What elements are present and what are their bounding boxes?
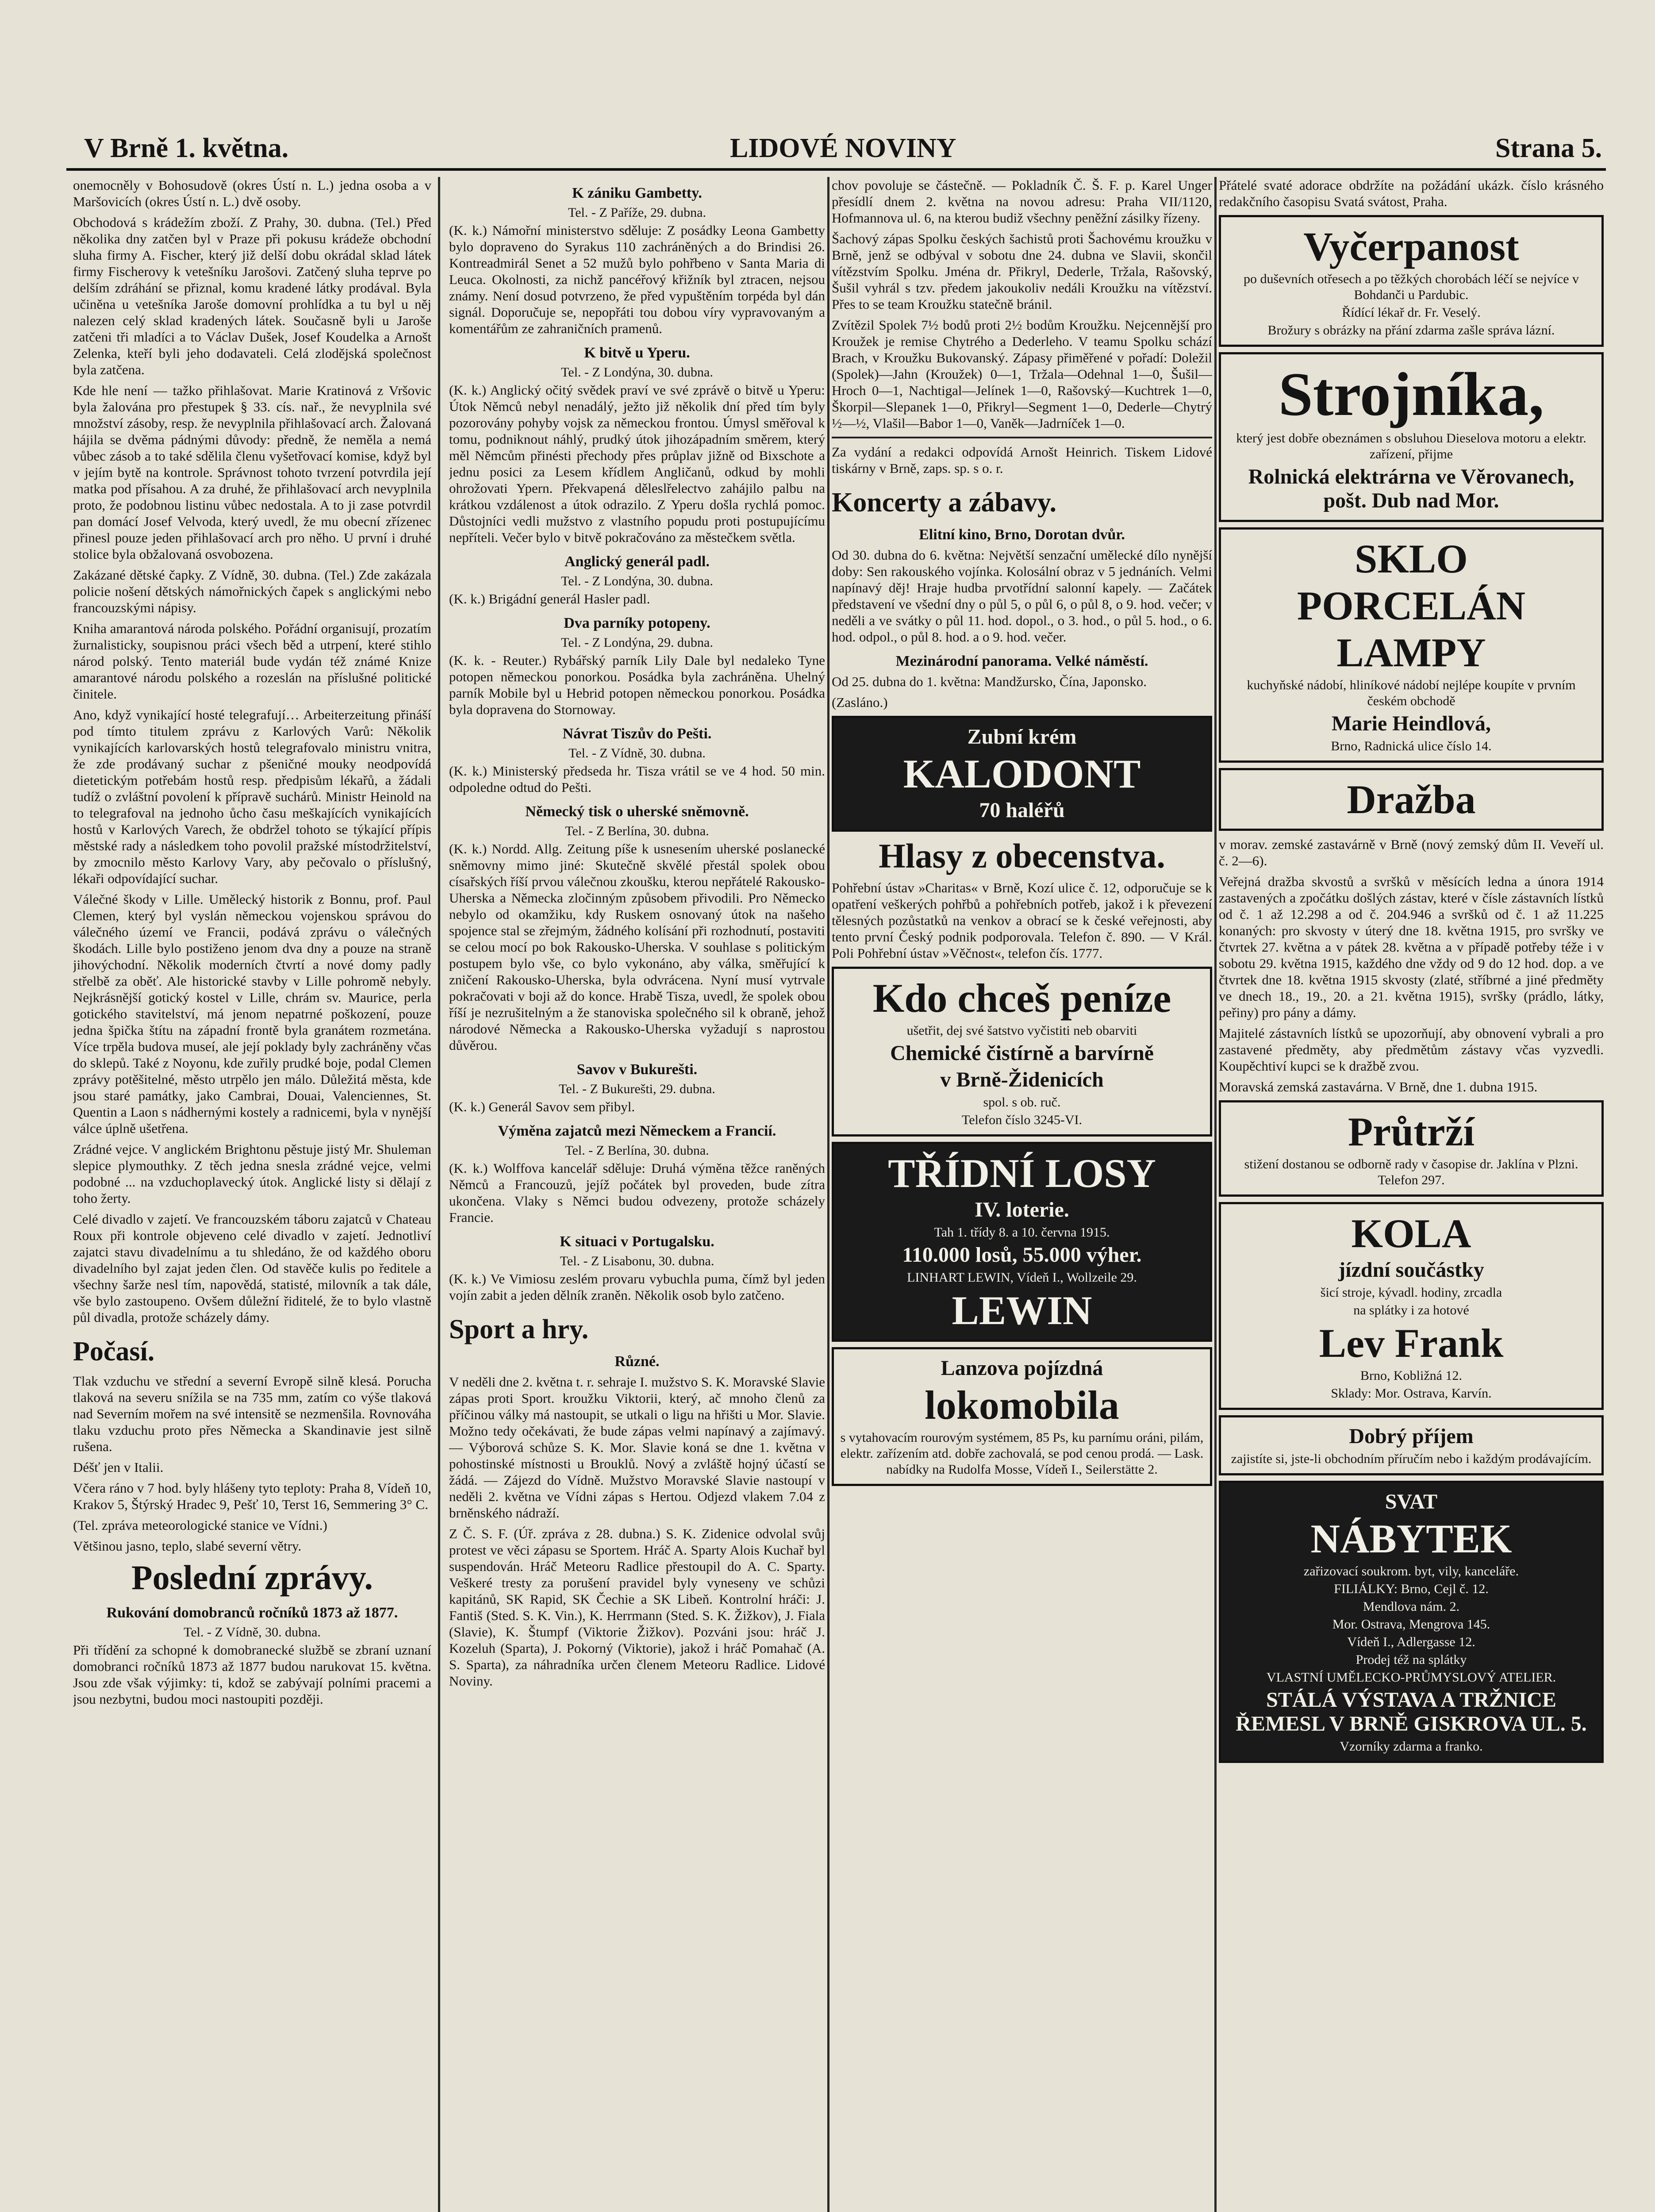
article-paragraph: Ano, když vynikající hosté telegrafují… Arbeiterzeitung přináší pod tímto titulem zprávu z Karlových Varů: Několik vynikajících karlovarských hostů telegrafovalo ministru vnitra, že zde prodávaný suchar z pšeničné mouky neodpovídá dietetickým potřebám hostů resp. předpisům lékařů, a žádali tudíž o zvláštní povolení k přípravě suchárů. Ministr Heinold na to telegrafoval na jednoho ůcho času meškajících vynikajících hostů v Karlových Varech, že obdržel tohoto se týkající přípis městské rady a následkem toho povolil pražské místodržitelství, by zmocnilo město Karlovy Vary, aby pečovalo o příslušný, lékaři odpovídající suchar. (73, 707, 431, 886)
column-2 (449, 177, 825, 2212)
ad-text: Brno, Radnická ulice číslo 14. (1331, 739, 1492, 753)
article-headline: K zániku Gambetty. (572, 185, 702, 201)
ad-text: LAMPY (1336, 630, 1486, 675)
ad-text: SVAT (1385, 1490, 1438, 1513)
ad-text: Strojníka, (1278, 360, 1544, 429)
dateline: Tel. - Z Lisabonu, 30. dubna. (560, 1254, 714, 1268)
advertisement-prutrzi (1219, 1100, 1604, 1197)
ad-text: Mor. Ostrava, Mengrova 145. (1332, 1617, 1490, 1632)
ad-text: PORCELÁN (1297, 583, 1526, 628)
article-paragraph: Zvítězil Spolek 7½ bodů proti 2½ bodům Kroužku. Nejcennější pro Kroužek je remise Chytrého a Dederleho. V teamu Spolku schází Brach, v Kroužku Bukovanský. Zápasy přiměřené v pořadí: Doležil (Spolek)—Jahn (Kroužek) 0—1, Tržala—Odehnal 1—0, Šušil—Hroch 0—1, Nachtigal—Jelínek 1—0, Rašovský—Kuchtrek 1—0, Škorpil—Slepanek 1—0, Přikryl—Segment 1—0, Dederle—Chytrý ½—½, Vlašil—Babor 1—0, Vaněk—Jadrníček 1—0. (832, 317, 1212, 431)
advertisement-kalodont (832, 716, 1212, 832)
page-number: Strana 5. (1495, 133, 1602, 163)
masthead: LIDOVÉ NOVINY (730, 133, 956, 163)
dateline: Tel. - Z Paříže, 29. dubna. (568, 205, 706, 220)
article-headline: Elitní kino, Brno, Dorotan dvůr. (919, 526, 1125, 543)
advertisement-sklo (1219, 527, 1604, 763)
article-paragraph: Déšť jen v Italii. (73, 1459, 164, 1475)
ad-text: šicí stroje, kývadl. hodiny, zrcadla (1320, 1285, 1502, 1300)
article-paragraph: Přátelé svaté adorace obdržíte na požádání ukázk. číslo krásného redakčního časopisu Svatá svátost, Praha. (1219, 177, 1604, 209)
ad-text: který jest dobře obeznámen s obsluhou Dieselova motoru a elektr. zařízení, přijme (1236, 431, 1586, 461)
article-paragraph: Kniha amarantová národa polského. Pořádní organisují, prozatím žurnalisticky, soupisnou práci všech běd a utrpení, které stihlo národ polský. Tento materiál bude vydán též známé Knize amarantové národu polského a rozeslán na přísluš​né politické činitele. (73, 621, 431, 702)
advertisement-money (832, 967, 1212, 1137)
column-3 (832, 177, 1212, 2212)
ad-text: TŘÍDNÍ LOSY (888, 1151, 1156, 1196)
article-headline: Savov v Bukurešti. (576, 1061, 698, 1078)
article-paragraph: (K. k.) Brigádní generál Hasler padl. (449, 591, 650, 607)
ad-text: v Brně-Židenicích (940, 1068, 1104, 1091)
article-paragraph: onemocněly v Bohosudově (okres Ústí n. L.) jedna osoba a v Maršovicích (okres Ústí n. L.) dvě osoby. (73, 177, 431, 209)
column-rule (1214, 177, 1217, 2212)
ad-text: Vzorníky zdarma a franko. (1340, 1739, 1483, 1754)
section-heading: Sport a hry. (449, 1314, 589, 1344)
article-paragraph: (K. k.) Ministerský předseda hr. Tisza vrátil se ve 4 hod. 50 min. odpoledne odtud do Pešti. (449, 763, 825, 795)
ad-text: zařizovací soukrom. byt, vily, kanceláře. (1303, 1564, 1519, 1578)
ad-text: po duševních otřesech a po těžkých chorobách léčí se nejvíce v Bohdanči u Pardubic. (1243, 272, 1579, 302)
advertisement-lokomobila (832, 1347, 1212, 1486)
ad-text: Mendlova nám. 2. (1363, 1599, 1460, 1614)
ad-text: Marie Heindlová, (1332, 712, 1491, 735)
article-paragraph: Celé divadlo v zajetí. Ve francouzském táboru zajatců v Chateau Roux při kontrole objeveno celé divadlo v zajetí. Jednotliví zajatci stavu divadelnímu a tu shledáno, že od každého oboru divadelního byl zajat jeden člen. Od stavěče kulis po ředitele a všechny šarže nesl tím, napovědá, statisté, milovník a tak dále, vše bylo zastoupeno. Ovšem důležní řiditelé, že to bylo vlastně půl divadla, protože scházely dámy. (73, 1211, 431, 1325)
column-rule (827, 177, 829, 2212)
ad-text: Lev Frank (1319, 1321, 1504, 1366)
article-paragraph: (K. k.) Wolffova kancelář sděluje: Druhá výměna těžce raněných Němců a Francouzů, jejíž počátek byl proveden, bude zítra ukončena. Vlaky s Němci budou odvezeny, protože scházely Francie. (449, 1160, 825, 1225)
article-headline: Různé. (614, 1353, 660, 1370)
ad-text: FILIÁLKY: Brno, Cejl č. 12. (1334, 1582, 1489, 1596)
ad-text: Vyčerpanost (1303, 224, 1519, 269)
article-headline: Návrat Tiszův do Pešti. (562, 726, 712, 742)
column-1 (73, 177, 431, 2212)
dateline: Tel. - Z Berlína, 30. dubna. (565, 1143, 709, 1158)
ad-text: Brno, Kobližná 12. (1360, 1368, 1462, 1383)
ad-text: Zubní krém (967, 725, 1077, 749)
advertisement-drazba (1219, 768, 1604, 831)
dateline: Tel. - Z Londýna, 29. dubna. (561, 635, 713, 650)
article-paragraph: Veřejná dražba skvostů a svršků v měsících ledna a února 1914 zastavených a zpočátku došlých zástav, které v čísle zástavních lístků od č. 1 až 12.298 a od č. 204.946 a svršků od č. 1 až 11.225 konaných: pro skvosty v úterý dne 18. května 1915, pro svršky ve čtvrtek 27. května a v pátek 28. května a v případě potřeby téže i v sobotu 29. května 1915, každého dne vždy od 9 do 12 hod. dop. a ve čtvrtek dne 18. května 1915 skvosty (zlaté, stříbrné a jiné předměty ve dnech 18., 19., 20. a 21. května 1915), svršky (prádlo, látky, peřiny) pro pány a dámy. (1219, 874, 1604, 1020)
article-paragraph: Tlak vzduchu ve střední a severní Evropě silně klesá. Porucha tlaková na severu snížila se na 735 mm, zatím co výše tlaková nad Severním mořem na své intensitě se nezmenšila. Rovnováha tlaku vzduchu proto přes Německa a Skandinavie jest silně rušena. (73, 1373, 431, 1454)
article-headline: Mezinárodní panorama. Velké náměstí. (895, 653, 1148, 669)
article-paragraph: (K. k.) Ve Vimiosu zeslém provaru vybuchla puma, čímž byl jeden vojín zabit a jeden dělník zraněn. Několik osob bylo zatčeno. (449, 1271, 825, 1303)
advertisement-nabytek (1219, 1481, 1604, 1763)
ad-text: Telefon číslo 3245-VI. (962, 1113, 1082, 1127)
article-headline: Dva parníky potopeny. (564, 615, 710, 631)
ad-text: Prodej též na splátky (1355, 1652, 1467, 1667)
dateline: Tel. - Z Londýna, 30. dubna. (561, 365, 713, 380)
article-paragraph: (K. k.) Anglický očitý svědek praví ve své zprávě o bitvě u Yperu: Útok Němců nebyl nenadálý, ježto již několik dní před tím byly pozorovány pohyby vojsk za německou frontou. Úmysl směřoval k tomu, podniknout náhlý, prudký útok jihozápadním směrem, který měl Němcům přinésti přechody přes průplav jižně od Bixschote a jednu posici za Lesem křídlem Angličanů, odkud by mohli ohrožovati Ypern. Překvapená děleslřelectvo zahájilo palbu na krátkou vzdálenost a útok odrazilo. Z Yperu došla rychlá pomoc. Důstojníci vedli mužstvo z vlastního popudu proti postupujícímu nepříteli. Večer bylo v bitvě pokračováno za městečkem světla. (449, 382, 825, 545)
ad-text: Brožury s obrázky na přání zdarma zašle správa lázní. (1267, 323, 1555, 338)
article-paragraph: (Zasláno.) (832, 695, 888, 710)
ad-text: LINHART LEWIN, Vídeň I., Wollzeile 29. (907, 1270, 1137, 1285)
advertisement-strojnika (1219, 352, 1604, 522)
ad-text: VLASTNÍ UMĚLECKO-PRŮMYSLOVÝ ATELIER. (1266, 1670, 1556, 1685)
article-paragraph: Majitelé zástavních lístků se upozorňují, aby obnovení vybrali a pro zastavené předměty, aby předmětům zástavy včas vyzvedli. Koupěchtiví kupci se k dražbě zvou. (1219, 1025, 1604, 1074)
header-date: V Brně 1. května. (84, 133, 289, 163)
article-paragraph: Za vydání a redakci odpovídá Arnošt Heinrich. Tiskem Lidové tiskárny v Brně, zaps. sp. s o. r. (832, 444, 1212, 476)
article-paragraph: Moravská zemská zastavárna. V Brně, dne 1. dubna 1915. (1219, 1079, 1538, 1094)
article-paragraph: V neděli dne 2. května t. r. sehraje I. mužstvo S. K. Moravské Slavie zápas proti Sport. kroužku Viktorii, který, ač mnoho členů za příčinou války má nastoupit, se utkali o ligu na hřišti u Mor. Slavie. Možno tedy očekávati, že bude zápas velmi napínavý a zajímavý. — Výborová schůze S. K. Mor. Slavie koná se dne 1. května v pohostinské místnosti u Brouklů. Nový a zvláště hojný účastí se žádá. — Zájezd do Vídně. Mužstvo Moravské Slavie nastoupí v neděli 2. května ve Vídni zápas s Hertou. Odjezd vlakem 7.04 z brněnského nádraží. (449, 1374, 825, 1521)
ad-text: Lanzova pojízdná (941, 1356, 1103, 1380)
ad-text: lokomobila (925, 1382, 1119, 1428)
advertisement-kola (1219, 1202, 1604, 1410)
dateline: Tel. - Z Vídně, 30. dubna. (184, 1625, 321, 1640)
ad-text: s vytahovacím rourovým systémem, 85 Ps, ku parnímu oráni, pilám, elektr. zařízením atd. dobře zachovalá, se pod cenou prodá. — Lask. nabídky na Rudolfa Mosse, Vídeň I., Seilerstätte 2. (840, 1430, 1204, 1477)
advertisement-vycerpanost (1219, 215, 1604, 347)
article-paragraph: Od 30. dubna do 6. května: Největší senzační umělecké dílo nynější doby: Sen rakouského vojínka. Kolosální obraz v 5 jednáních. Velmi napínavý děj! Hraje hudba prvotřídní salonní kapely. — Začátek představení ve všední dny o půl 5, o půl 6, o půl 8, o 9. hod. večer; v neděli a ve svátky o půl 11. hod. dopol., o 3. hod., o půl 5. hod., o 6. hod. odpol., o půl 8. hod. a o 9. hod. večer. (832, 547, 1212, 645)
article-paragraph: Většinou jasno, teplo, slabé severní větry. (73, 1538, 302, 1554)
divider (832, 437, 1212, 438)
ad-text: Dobrý příjem (1349, 1425, 1474, 1448)
ad-text: ušetřit, dej své šatstvo vyčistiti neb obarviti (906, 1023, 1137, 1038)
article-paragraph: (K. k.) Nordd. Allg. Zeitung píše k usnesením uherské poslanecké sněmovny mimo jiné: Skutečně skvělé přestál spolek obou císařských říší prvou válečnou zkoušku, kterou nepřátelé Rakousko-Uherska a Německa zločinným způsobem přivodili. Pro Německo nebylo od okamžiku, kdy Ruskem osnovaný útok na našeho spojence stal se zřejmým, žádného kolísání při rozhodnutí, postaviti se celou mocí po bok Rakousko-Uherska. V souhlase s politickým postupem bylo vše, co bylo vykonáno, aby válka, směřující k zničení Rakousko-Uherska, byla odvrácena. Nyní musí vytrvale pokračovati v boji až do konce. Hrabě Tisza, uvedl, že spolek obou říší je nezrušitelným a že stanoviska sp​olečného sil k obraně, jehož národové Německa a Rakousko-Uherska vyžadují s naprostou důvěrou. (449, 841, 825, 1053)
page-header (66, 133, 1606, 171)
article-paragraph: chov povoluje se částečně. — Pokladník Č. Š. F. p. Karel Unger přesídlí dnem 2. května na novou adresu: Praha VII/1120, Hofmannova ul. 6, na kterou budiž všechny peněžní zásilky řízeny. (832, 177, 1212, 226)
column-4 (1219, 177, 1604, 2212)
ad-text: spol. s ob. ruč. (983, 1095, 1061, 1110)
ad-text: kuchyňské nádobí, hliníkové nádobí nejlépe koupíte v prvním českém obchodě (1247, 678, 1576, 708)
advertisement-prijem (1219, 1415, 1604, 1475)
ad-text: Tah 1. třídy 8. a 10. června 1915. (934, 1225, 1110, 1240)
dateline: Tel. - Z Bukurešti, 29. dubna. (559, 1082, 715, 1096)
ad-text: Dražba (1347, 777, 1476, 822)
ad-text: 70 haléřů (979, 799, 1065, 822)
article-headline: Německý tisk o uherské sněmovně. (525, 803, 749, 820)
ad-text: Kdo chceš peníze (872, 975, 1171, 1021)
article-headline: Anglický generál padl. (564, 553, 710, 570)
ad-text: Chemické čistírně a barvírně (890, 1041, 1154, 1065)
article-paragraph: Zakázané dětské čapky. Z Vídně, 30. dubna. (Tel.) Zde zakázala policie nošení dětských námořnických čapek s anglickými nebo francouzskými nápisy. (73, 567, 431, 615)
column-rule (438, 177, 440, 2212)
ad-text: Rolnická elektrárna ve Věrovanech, pošt. Dub nad Mor. (1248, 465, 1574, 512)
article-paragraph: (K. k.) Námořní ministerstvo sděluje: Z posádky Leona Gambetty bylo dopraveno do Syrakus 110 zachráněných a do Brindisi 26. Kontreadmirál Senet a 52 mužů bylo pohřbeno v Santa Maria di Leuca. Okolnosti, za nichž pancéřový křižník byl ztracen, nejsou známy. Není dosud potvrzeno, že před vypuštěním torpéda byl dán signál. Doporučuje se, nepopřáti tou dobou víry vypravovaným a komentářům ze zahraničních pramenů. (449, 223, 825, 336)
ad-text: Řídící lékař dr. Fr. Veselý. (1342, 305, 1481, 320)
article-paragraph: Zrádné vejce. V anglickém Brightonu pěstuje jistý Mr. Shuleman slepice plymouthky. Z těch jedna snesla zrádné vejce, velmi podobné ... na vzduchoplavecký útok. Anglické listy si dělají z toho žerty. (73, 1141, 431, 1206)
large-heading: Poslední zprávy. (131, 1558, 373, 1597)
ad-text: zajistíte si, jste-li obchodním příručím nebo i každým prodávajícím. (1231, 1452, 1592, 1466)
dateline: Tel. - Z Berlína, 30. dubna. (565, 824, 709, 838)
ad-text: Průtrží (1348, 1109, 1475, 1154)
ad-text: STÁLÁ VÝSTAVA A TRŽNICE ŘEMESL V BRNĚ GISKROVA UL. 5. (1236, 1688, 1587, 1736)
ad-text: NÁBYTEK (1310, 1516, 1512, 1561)
article-paragraph: (K. k.) Generál Savov sem přibyl. (449, 1099, 635, 1114)
dateline: Tel. - Z Londýna, 30. dubna. (561, 574, 713, 588)
ad-text: na splátky i za hotové (1353, 1303, 1469, 1317)
article-paragraph: Pohřební ústav »Charitas« v Brně, Kozí ulice č. 12, odporučuje se k opatření veškerých pohřbů a pohřebních potřeb, jakož i k převezení tělesných pozůstatků na venkov a obrací se k české veřejnosti, aby tento první Český podnik podporovala. Telefon č. 890. — V Král. Poli Pohřební ústav »Věčnost«, telefon čís. 1777. (832, 880, 1212, 961)
article-headline: Rukování domobranců ročníků 1873 až 1877. (106, 1605, 398, 1621)
article-headline: Výměna zajatců mezi Německem a Francií. (498, 1123, 776, 1139)
ad-text: IV. loterie. (975, 1198, 1069, 1221)
ad-text: Vídeň I., Adlergasse 12. (1347, 1635, 1475, 1649)
ad-text: 110.000 losů, 55.000 výher. (902, 1243, 1142, 1267)
article-paragraph: v morav. zemské zastavárně v Brně (nový zemský dům II. Veveří ul. č. 2—6). (1219, 837, 1604, 868)
article-headline: K situaci v Portugalsku. (560, 1233, 714, 1250)
ad-text: jízdní součástky (1338, 1258, 1484, 1282)
ad-text: KOLA (1351, 1211, 1471, 1256)
article-headline: K bitvě u Yperu. (584, 345, 690, 361)
ad-text: stižení dostanou se odborně rady v časopise dr. Jaklína v Plzni. Telefon 297. (1244, 1157, 1578, 1187)
advertisement-losy (832, 1142, 1212, 1342)
ad-text: KALODONT (903, 751, 1141, 796)
article-paragraph: Šachový zápas Spolku českých šachistů proti Šachovému kroužku v Brně, jenž se odbýval v sobotu dne 24. dubna ve Slavii, skončil vítězstvím Spolku. Jména dr. Přikryl, Dederle, Tržala, Rašovský, Šušil vyhrál s tzv. předem jakoukoliv nedáli Kroužku na vítězství. Přes to se team Kroužku statečně bránil. (832, 231, 1212, 312)
article-paragraph: (Tel. zpráva meteorologické stanice ve Vídni.) (73, 1517, 327, 1533)
article-paragraph: Při třídění za schopné k domobranecké službě se zbraní uznaní domobranci ročníků 1873 až 1877 budou narukovat 15. května. Jsou zde však výjimky: ti, kdož se zabývají polními pracemi a jsou nezbytni, budou moci nastoupiti později. (73, 1642, 431, 1707)
ad-text: LEWIN (952, 1288, 1092, 1333)
article-paragraph: Válečné škody v Lille. Umělecký historik z Bonnu, prof. Paul Clemen, který byl vyslán německou vojenskou správou do válečného území ve Francii, podává zprávu o válečných škodách. Lille bylo postiženo jenom dva dny a pouze na straně jihovýchodní. Několik moderních čtvrtí a nové domy padly střelbě za oběť. Ale historické stavby v Lille pohromě nebyly. Nejkrásnější gotický kostel v Lille, chrám sv. Maurice, perla gotického stavitelství, má jenom nepatrné poškození, pouze jedna špička štítu na západní frontě byla granátem rozmetána. Více trpěla budova museí, ale její poklady byly zachráněny včas do sklepů. Také z Noyonu, kde zuřily prudké boje, podal Clemen zprávy potěšitelné, město utrpělo jen málo. Důležitá města, kde jsou staré památky, jako Cambrai, Douai, Valenciennes, St. Quentin a Laon s nádhernými kostely a radnicemi, byla v nynější válce úplně ušetřena. (73, 891, 431, 1136)
section-heading: Koncerty a zábavy. (832, 488, 1056, 518)
article-paragraph: Včera ráno v 7 hod. byly hlášeny tyto teploty: Praha 8, Vídeň 10, Krakov 5, Štýrský Hradec 9, Pešť 10, Terst 16, Semmering 3° C. (73, 1480, 431, 1512)
dateline: Tel. - Z Vídně, 30. dubna. (568, 746, 706, 760)
large-heading: Hlasy z obecenstva. (879, 837, 1165, 875)
ad-text: Sklady: Mor. Ostrava, Karvín. (1331, 1386, 1492, 1401)
article-paragraph: (K. k. - Reuter.) Rybářský parník Lily Dale byl nedaleko Tyne potopen německou ponorkou. Posádka byla zachráněna. Uhelný parník Mobile byl u Hebrid potopen německou ponorkou. Posádka byla dopravena do Stornoway. (449, 653, 825, 717)
article-paragraph: Kde hle není — tažko přihlašovat. Marie Kratinová z Vršovic byla žalována pro přestupek § 33. cís. nař., že nevyplnila své množství zásoby, resp. že nevyplnila přihlašovací arch. Žalovaná hájila se dvěma pádnými důvody: předně, že neměla a nemá vůbec zásob a to také sdělila členu vyšetřovací komise, když byl v jejím bytě na kontrole. Správnost tohoto tvrzení potvrdila její matka pod přísahou. A za druhé, že přihlašovací arch nevyplnila proto, že podobnou listinu vůbec nedostala. A to ji zase potvrdil pan domácí Josef Velvoda, který uvedl, že mu obecní zřízenec přinesl pouze jeden přihlašovací arch pro něho. U první i druhé stolice byla obžalovaná osvobozena. (73, 383, 431, 562)
article-paragraph: Obchodová s krádežím zboží. Z Prahy, 30. dubna. (Tel.) Před několika dny zatčen byl v Praze při pokusu krádeže obchodní sluha firmy A. Fischer, který již delší dobu okrádal sklad látek firmy Fischerovy k vetešníku Jarošovi. Zatčený sluha teprve po delším zdráhání se přiznal, komu kradené látky prodával. Byla učiněna u vetešníka Jaroše domovní prohlídka a tu byl u něj nalezen celý sklad kradených látek. Současně byli u Jaroše zatčeni tři mladíci a to Václav Dušek, Josef Koudelka a Arnošt Zelenka, kteří byli jeho dodavateli. Celá zlodějská společnost byla zatčena. (73, 215, 431, 377)
section-heading: Počasí. (73, 1336, 155, 1367)
article-paragraph: Z Č. S. F. (Úř. zpráva z 28. dubna.) S. K. Zidenice odvolal svůj protest ve věci zápasu se Sportem. Hráč A. Sparty Alois Kuchař byl suspendován. Hráč Meteoru Radlice přestoupil do A. C. Sparty. Veškeré tresty za porušení pravidel byly vyneseny ve schůzi kapitánů, SK Rapid, SK Čechie a SK Libeň. Kontrolní hráči: J. Fantiš (Sted. S. K. Vin.), K. Herrmann (Sted. S. K. Žižkov), J. Fiala (Slavie), K. Štumpf (Viktorie Žižkov). Pozváni jsou: hráč J. Kozeluh (Sparta), J. Pokorný (Viktorie), jakož i hráč Pomahač (A. S. Sparta), za náhradníka určen členem Meteoru Radlice. Lidové Noviny. (449, 1526, 825, 1689)
ad-text: SKLO (1355, 536, 1468, 581)
article-paragraph: Od 25. dubna do 1. května: Mandžursko, Čína, Japonsko. (832, 674, 1147, 689)
